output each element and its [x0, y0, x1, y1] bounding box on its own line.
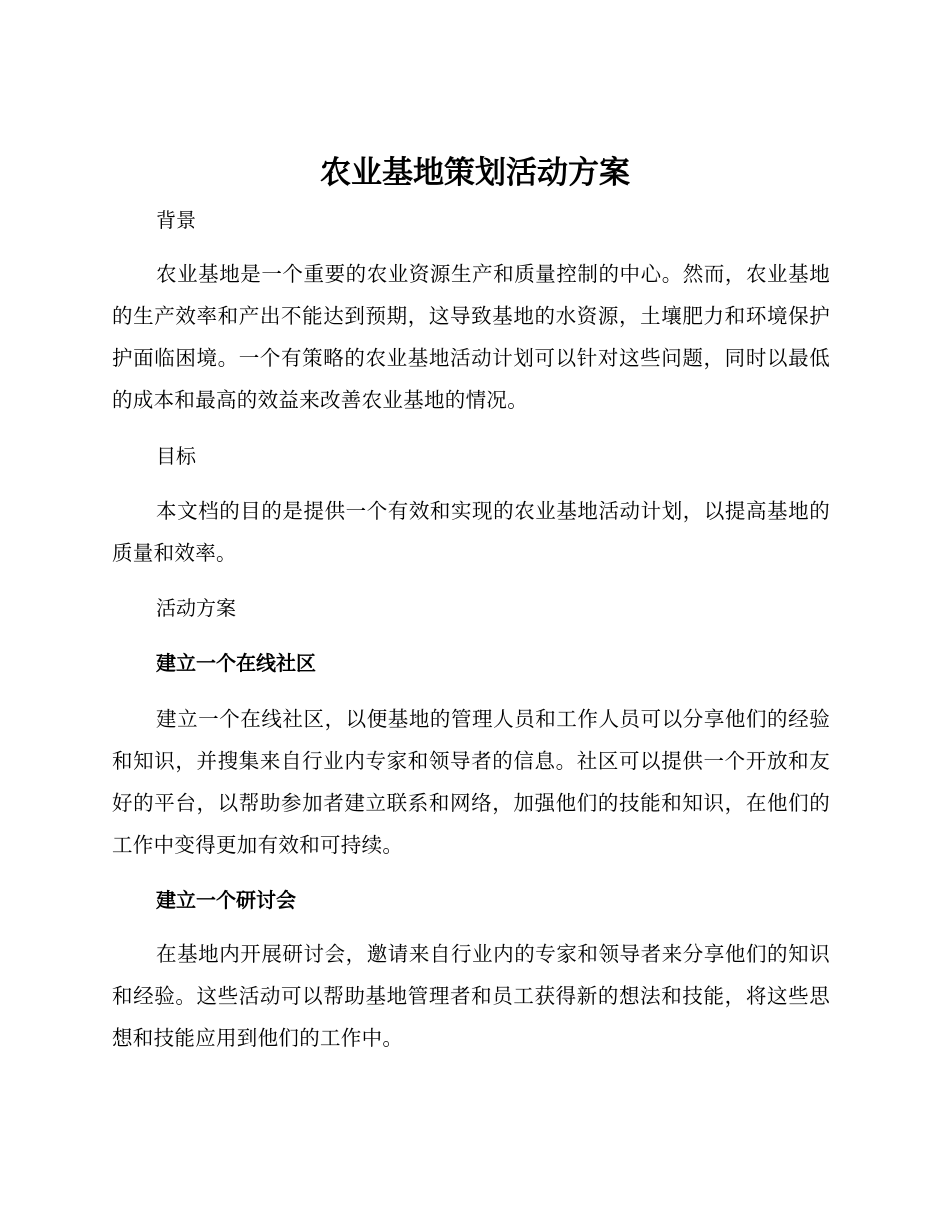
section-paragraph-seminar: 在基地内开展研讨会，邀请来自行业内的专家和领导者来分享他们的知识和经验。这些活动可以帮助基地管理者和员工获得新的想法和技能，将这些思想和技能应用到他们的工作中。 — [112, 942, 830, 1050]
section-paragraph-goal: 本文档的目的是提供一个有效和实现的农业基地活动计划，以提高基地的质量和效率。 — [112, 499, 830, 565]
section-heading-online-community: 建立一个在线社区 — [156, 651, 316, 675]
section-heading-background: 背景 — [156, 208, 196, 232]
section-heading-activity-plan: 活动方案 — [156, 596, 236, 620]
section-heading-goal: 目标 — [156, 444, 196, 468]
section-heading-seminar: 建立一个研讨会 — [156, 888, 296, 912]
section-paragraph-online-community: 建立一个在线社区，以便基地的管理人员和工作人员可以分享他们的经验和知识，并搜集来自行业内专家和领导者的信息。社区可以提供一个开放和友好的平台，以帮助参加者建立联系和网络，加强他们的技能和知识，在他们的工作中变得更加有效和可持续。 — [112, 707, 830, 857]
document-title: 农业基地策划活动方案 — [320, 155, 630, 191]
section-paragraph-background: 农业基地是一个重要的农业资源生产和质量控制的中心。然而，农业基地的生产效率和产出不能达到预期，这导致基地的水资源，土壤肥力和环境保护护面临困境。一个有策略的农业基地活动计划可以针对这些问题，同时以最低的成本和最高的效益来改善农业基地的情况。 — [112, 262, 830, 412]
